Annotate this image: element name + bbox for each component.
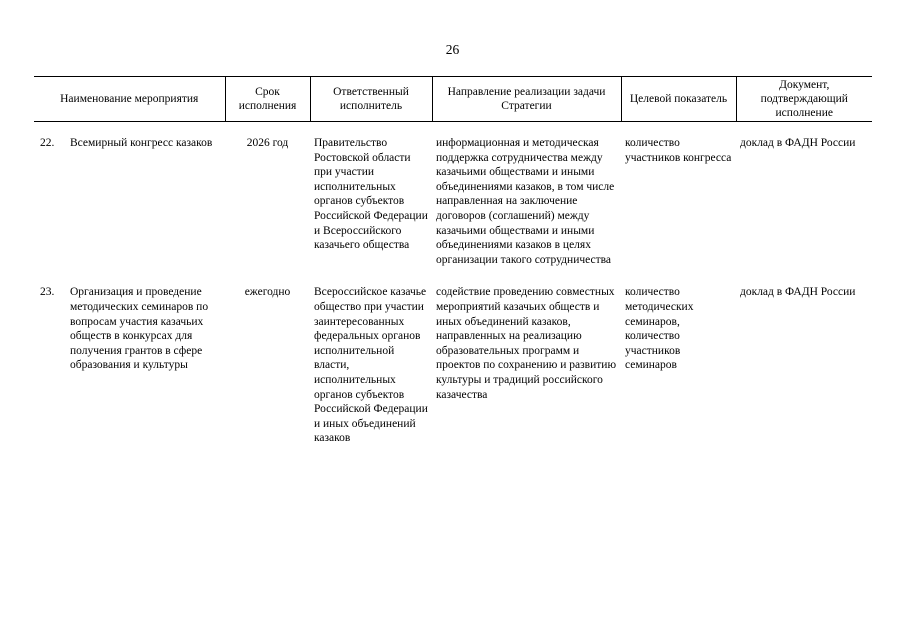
row-name-cell [34, 285, 225, 446]
row-number: 23. [40, 286, 55, 299]
row-direction: информационная и методическая поддержка сотрудничества между казачьими обществами и иными объединениями казаков, в том числе направленная на заключение договоров (соглашений) между казачьими обществами и иными объединениями казаков в целях организации такого сотрудничества [436, 137, 615, 266]
row-indicator: количество участников конгресса [625, 137, 732, 164]
row-executor: Всероссийское казачье общество при участии заинтересованных федеральных органов исполнительной власти, исполнительных органов субъектов Российской Федерации и иных объединений казаков [314, 286, 428, 445]
table-row [34, 136, 872, 267]
row-name: Организация и проведение методических семинаров по вопросам участия казачьих обществ в конкурсах для получения грантов в сфере образования и культуры [70, 286, 209, 372]
row-name: Всемирный конгресс казаков [70, 137, 213, 149]
page-number: 26 [445, 42, 460, 57]
table-header-row [34, 77, 872, 122]
events-table [34, 76, 872, 446]
row-term: 2026 год [246, 137, 289, 149]
header-term: Срок исполнения [225, 77, 310, 122]
row-executor: Правительство Ростовской области при участии исполнительных органов субъектов Российской Федерации и Всероссийского казачьего общества [314, 137, 428, 252]
header-document: Документ, подтверждающий исполнение [736, 77, 872, 122]
row-term: ежегодно [244, 286, 291, 299]
row-direction: содействие проведению совместных мероприятий казачьих обществ и иных объединений казаков, направленных на реализацию образовательных программ и проектов по сохранению и развитию культуры и традиций российского казачества [436, 286, 617, 401]
header-executor: Ответственный исполнитель [310, 77, 432, 122]
row-document: доклад в ФАДН России [740, 137, 856, 149]
row-indicator: количество методических семинаров, количество участников семинаров [625, 286, 694, 372]
row-number: 22. [40, 137, 55, 149]
row-document: доклад в ФАДН России [740, 286, 856, 299]
header-indicator: Целевой показатель [621, 77, 736, 122]
header-name: Наименование мероприятия [34, 77, 225, 122]
table-row [34, 285, 872, 446]
row-name-cell [34, 136, 225, 267]
header-direction: Направление реализации задачи Стратегии [432, 77, 621, 122]
